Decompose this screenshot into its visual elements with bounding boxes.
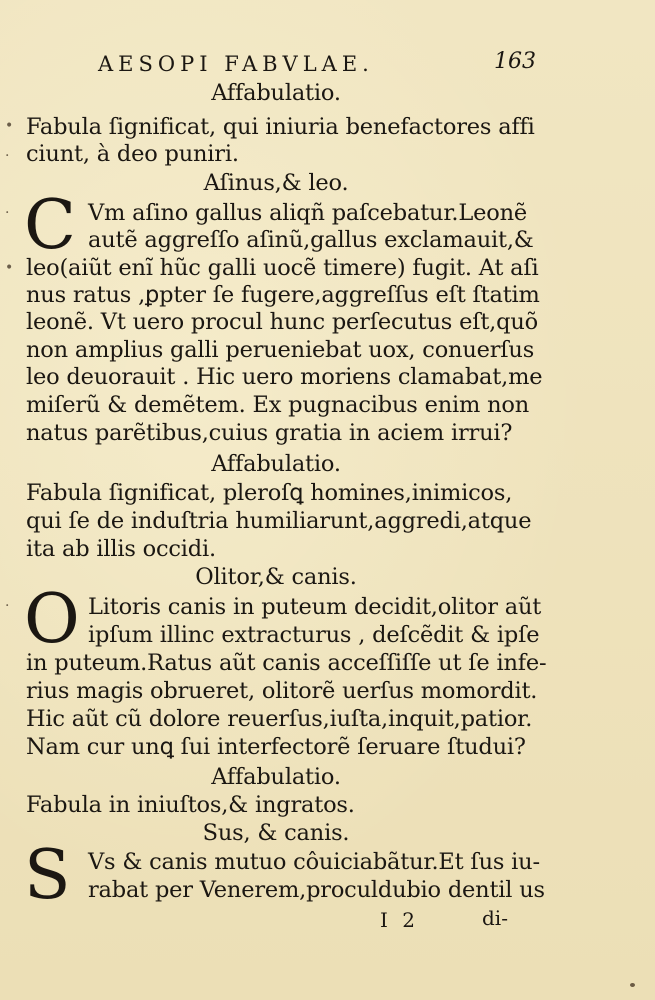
heading-sus-canis: Sus, & canis. (202, 820, 350, 846)
heading-asinus-leo: Aſinus,& leo. (203, 170, 349, 196)
text-line: Hic aũt cũ dolore reuerſus,iuſta,inquit,patior. (26, 706, 533, 732)
text-line: miſerũ & demẽtem. Ex pugnacibus enim non (26, 392, 529, 418)
text-line: ipſum illinc extracturus , deſcẽdit & ipſe (88, 622, 540, 648)
signature-mark: I 2 (380, 908, 419, 932)
dropcap-c: C (24, 186, 77, 265)
page-number: 163 (494, 49, 536, 74)
dropcap-s: S (24, 836, 71, 915)
text-line: leonẽ. Vt uero procul hunc perſecutus eſt,quõ (26, 309, 538, 335)
text-line: Nam cur unꝗ ſui interfectorẽ ſeruare ſtudui? (26, 734, 526, 760)
running-title: AESOPI FABVLAE. (98, 52, 374, 76)
text-line: rabat per Venerem,proculdubio dentil us (88, 877, 545, 903)
text-line: Fabula in iniuſtos,& ingratos. (26, 792, 355, 818)
text-line: Fabula ſignificat, qui iniuria benefactores affi (26, 114, 535, 140)
catchword: di- (482, 906, 508, 930)
text-line: Vm aſino gallus aliqñ paſcebatur.Leonẽ (88, 200, 527, 226)
heading-affabulatio: Affabulatio. (211, 764, 341, 790)
text-line: ciunt, à deo puniri. (26, 141, 239, 167)
text-line: non amplius galli perueniebat uox, conuerſus (26, 337, 535, 363)
margin-mark: · (5, 148, 10, 164)
text-line: ita ab illis occidi. (26, 536, 216, 562)
heading-olitor-canis: Olitor,& canis. (195, 564, 357, 590)
dropcap-o: O (24, 580, 80, 659)
text-line: Litoris canis in puteum decidit,olitor aũt (88, 594, 542, 620)
text-line: natus parẽtibus,cuius gratia in aciem irrui? (26, 420, 513, 446)
text-line: Fabula ſignificat, pleroſꝗ homines,inimicos, (26, 480, 513, 506)
margin-mark: • (5, 260, 14, 276)
text-line: leo deuorauit . Hic uero moriens clamabat,me (26, 364, 543, 390)
margin-mark: · (5, 205, 10, 221)
heading-affabulatio: Affabulatio. (211, 80, 341, 106)
text-line: nus ratus ,ꝑpter ſe fugere,aggreſſus eſt ſtatim (26, 282, 540, 308)
heading-affabulatio: Affabulatio. (211, 451, 341, 477)
text-line: autẽ aggreſſo aſinũ,gallus exclamauit,& (88, 227, 534, 253)
ink-speck (630, 983, 635, 987)
text-line: in puteum.Ratus aũt canis acceſſiſſe ut ſe infe- (26, 650, 547, 676)
text-line: Vs & canis mutuo côuiciabãtur.Et ſus iu- (88, 849, 540, 875)
margin-mark: • (5, 118, 14, 134)
text-line: qui ſe de induſtria humiliarunt,aggredi,atque (26, 508, 532, 534)
text-line: leo(aiũt enĩ hũc galli uocẽ timere) fugit. At aſi (26, 255, 539, 281)
text-line: rius magis obrueret, olitorẽ uerſus momordit. (26, 678, 538, 704)
margin-mark: · (5, 598, 10, 614)
